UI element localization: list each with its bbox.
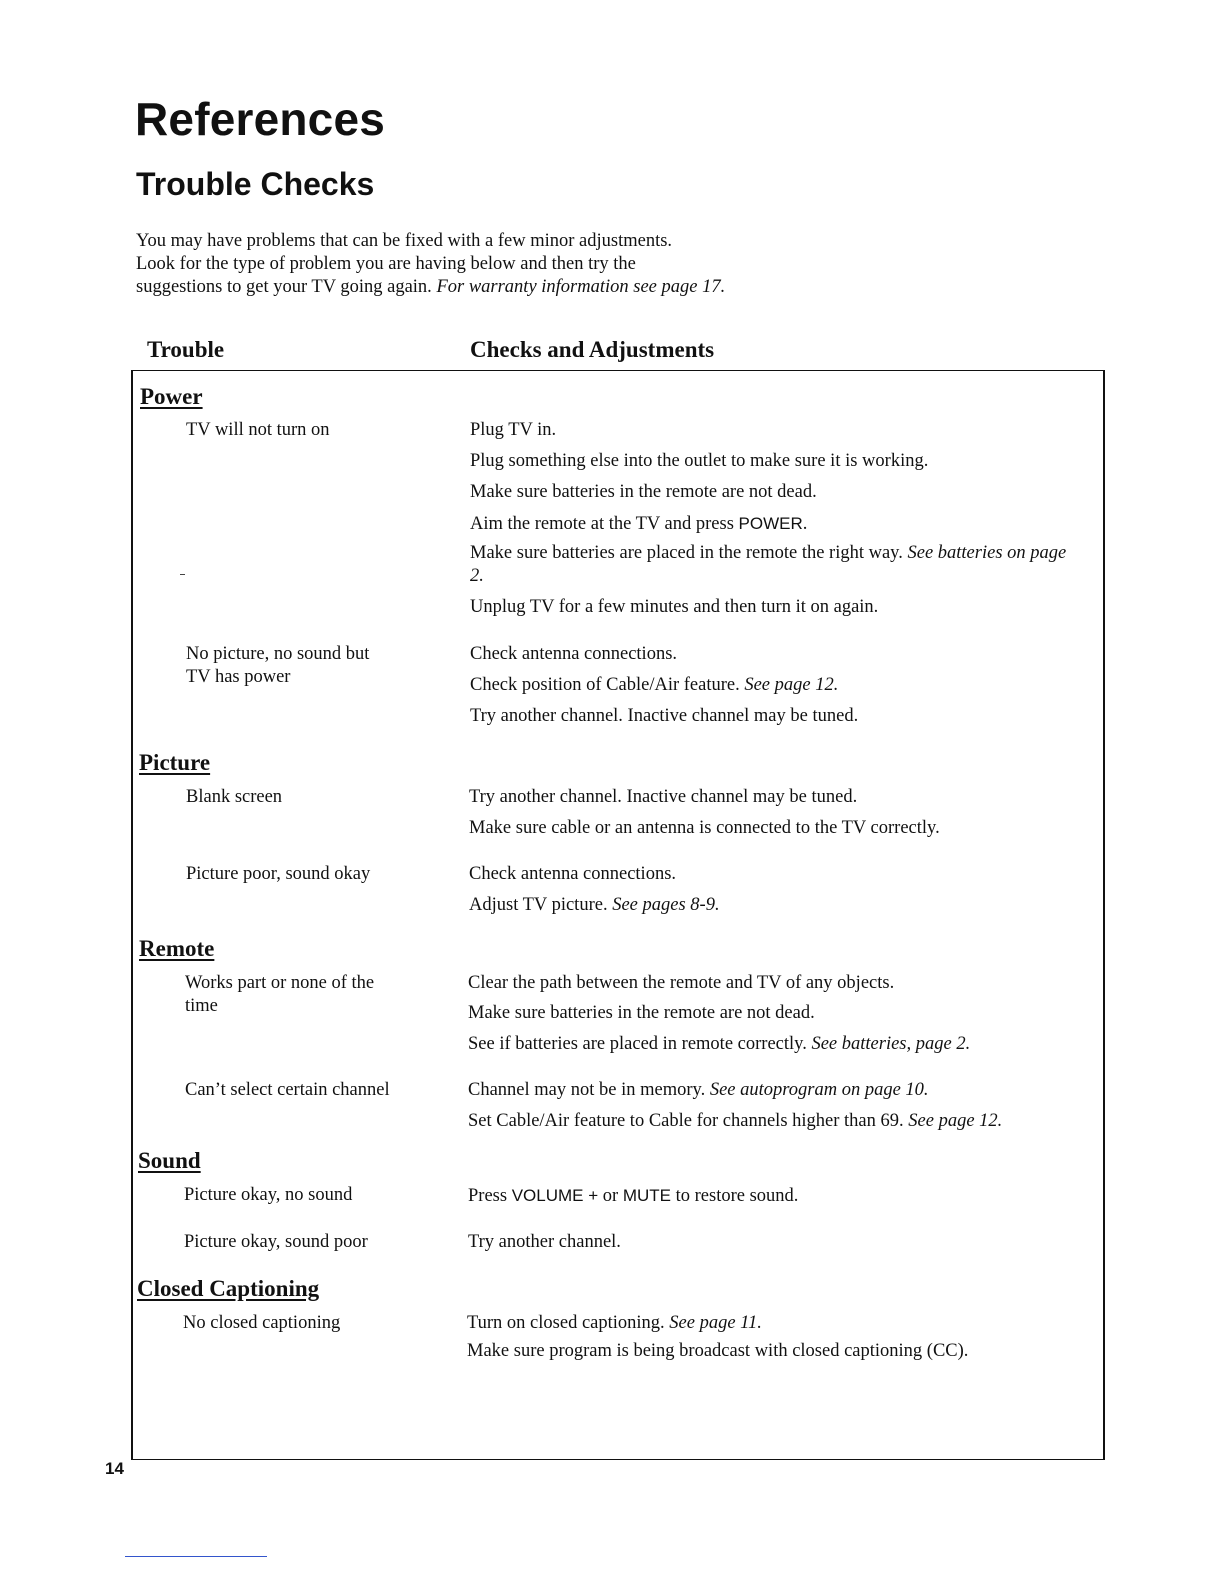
- symptom-text: Blank screen: [186, 787, 283, 807]
- check-item: [470, 512, 1080, 536]
- check-text: Channel may not be in memory.: [468, 1080, 710, 1100]
- check-item: [468, 1110, 1088, 1133]
- footer-rule: [125, 1556, 267, 1557]
- section-heading-power: Power: [140, 384, 203, 409]
- page-reference: See page 12.: [744, 675, 839, 695]
- stray-mark: [180, 574, 185, 575]
- check-text: See if batteries are placed in remote correctly.: [468, 1034, 812, 1054]
- check-item: Make sure batteries in the remote are not dead.: [470, 482, 817, 502]
- intro-text: suggestions to get your TV going again.: [136, 277, 437, 297]
- check-item: Check antenna connections.: [470, 644, 678, 664]
- page-title: References: [135, 93, 386, 145]
- check-item: Check antenna connections.: [469, 864, 677, 884]
- section-title: Trouble Checks: [136, 166, 375, 202]
- section-heading-closed-captioning: Closed Captioning: [137, 1276, 320, 1301]
- symptom-text: [186, 643, 436, 689]
- intro-paragraph: [136, 230, 856, 299]
- check-text: Turn on closed captioning.: [467, 1313, 670, 1333]
- section-heading-sound: Sound: [138, 1148, 201, 1173]
- symptom-line: TV has power: [186, 667, 291, 687]
- check-text: Press: [468, 1186, 512, 1206]
- intro-line: Look for the type of problem you are having below and then try the: [136, 254, 636, 274]
- symptom-line: Works part or none of the: [185, 973, 375, 993]
- intro-line: You may have problems that can be fixed with a few minor adjustments.: [136, 231, 673, 251]
- intro-line: [136, 276, 856, 299]
- page-reference: See page 12.: [908, 1111, 1003, 1131]
- page-number: 14: [105, 1459, 124, 1478]
- check-item: [468, 1079, 1078, 1102]
- symptom-text: Can’t select certain channel: [185, 1080, 390, 1100]
- check-item: [469, 894, 1079, 917]
- check-text: to restore sound.: [670, 1186, 799, 1206]
- symptom-line: time: [185, 996, 218, 1016]
- symptom-text: Picture okay, no sound: [184, 1185, 353, 1205]
- symptom-text: Picture poor, sound okay: [186, 864, 371, 884]
- warranty-reference: For warranty information see page 17.: [436, 277, 726, 297]
- page-reference: See pages 8-9.: [612, 895, 720, 915]
- check-item: [468, 1033, 1078, 1056]
- section-heading-remote: Remote: [139, 936, 215, 961]
- check-item: Try another channel. Inactive channel may be tuned.: [470, 706, 859, 726]
- mute-key-label: MUTE: [622, 1186, 671, 1205]
- volume-key-label: VOLUME +: [511, 1186, 599, 1205]
- check-item: [470, 674, 1080, 697]
- check-text: or: [598, 1186, 623, 1206]
- check-text: .: [802, 514, 808, 534]
- check-text: Make sure batteries are placed in the remote the right way.: [470, 543, 908, 563]
- check-item: Plug something else into the outlet to make sure it is working.: [470, 451, 929, 471]
- trouble-column-header: Trouble: [147, 337, 225, 362]
- page-reference: See batteries on page 2.: [470, 543, 1067, 586]
- symptom-text: [185, 972, 435, 1018]
- symptom-text: TV will not turn on: [186, 420, 330, 440]
- check-item: Make sure cable or an antenna is connected to the TV correctly.: [469, 818, 940, 838]
- check-item: [470, 542, 1080, 588]
- symptom-text: Picture okay, sound poor: [184, 1232, 368, 1252]
- section-heading-picture: Picture: [139, 750, 211, 775]
- check-text: Aim the remote at the TV and press: [470, 514, 739, 534]
- check-item: Plug TV in.: [470, 420, 557, 440]
- symptom-text: No closed captioning: [183, 1313, 341, 1333]
- check-text: Set Cable/Air feature to Cable for channels higher than 69.: [468, 1111, 909, 1131]
- check-item: [467, 1312, 1077, 1335]
- page-reference: See page 11.: [669, 1313, 762, 1333]
- check-item: Make sure batteries in the remote are not dead.: [468, 1003, 815, 1023]
- page-reference: See batteries, page 2.: [811, 1034, 971, 1054]
- check-text: Check position of Cable/Air feature.: [470, 675, 745, 695]
- checks-column-header: Checks and Adjustments: [470, 337, 715, 362]
- check-item: Try another channel.: [468, 1232, 621, 1252]
- check-item: Make sure program is being broadcast with closed captioning (CC).: [467, 1341, 969, 1361]
- check-item: Clear the path between the remote and TV of any objects.: [468, 973, 895, 993]
- page-reference: See autoprogram on page 10.: [709, 1080, 929, 1100]
- symptom-line: No picture, no sound but: [186, 644, 370, 664]
- check-item: [468, 1184, 1078, 1208]
- check-item: Unplug TV for a few minutes and then turn it on again.: [470, 597, 879, 617]
- check-text: Adjust TV picture.: [469, 895, 613, 915]
- power-key-label: POWER: [738, 514, 803, 533]
- check-item: Try another channel. Inactive channel may be tuned.: [469, 787, 858, 807]
